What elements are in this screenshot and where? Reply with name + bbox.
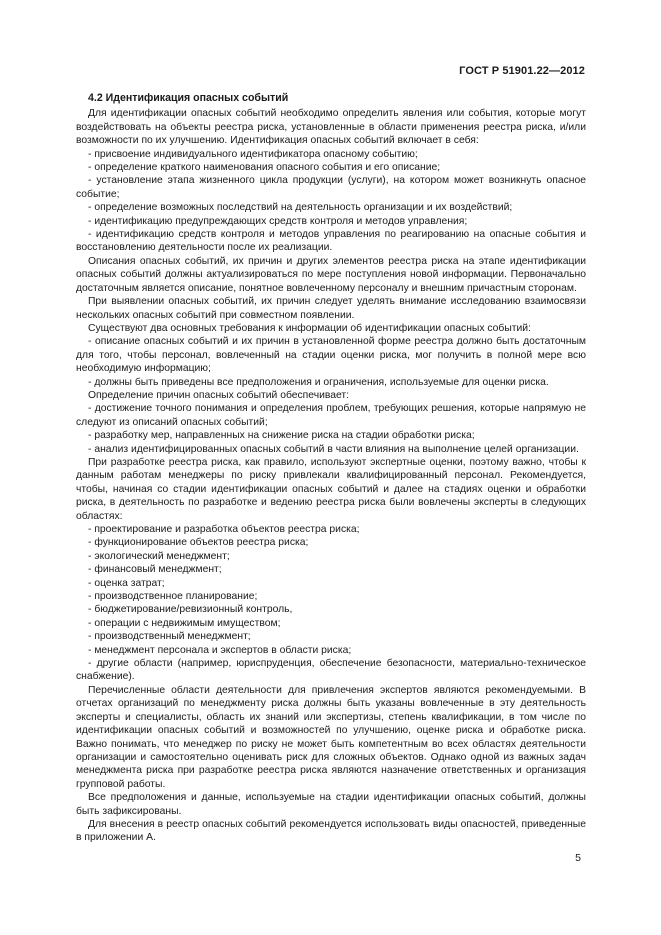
list-item: - операции с недвижимым имуществом; [88, 617, 281, 629]
list-item: - определение возможных последствий на деятельность организации и их воздействий; [88, 202, 513, 214]
list-item: - достижение точного понимания и определения проблем, требующих решения, которые напрямую не следуют из описаний опасных событий; [76, 403, 586, 428]
list-item: - экологический менеджмент; [88, 550, 230, 562]
paragraph-interrelation: При выявлении опасных событий, их причин следует уделять внимание исследованию взаимосвязи нескольких опасных событий при совместном появлении. [76, 296, 586, 321]
paragraph-annex-reference: Для внесения в реестр опасных событий рекомендуется использовать виды опасностей, приведенные в приложении А. [76, 818, 586, 844]
list-item: - производственный менеджмент; [88, 631, 251, 643]
list-item: - функционирование объектов реестра риска; [88, 537, 309, 549]
paragraph-descriptions: Описания опасных событий, их причин и других элементов реестра риска на этапе идентификации опасных событий должны актуализироваться по мере поступления новой информации. Первоначально достаточным является описание, понятное вовлеченному персоналу и внешним причастным сторонам. [76, 255, 586, 294]
page-number: 5 [575, 852, 581, 864]
list-item: - идентификацию средств контроля и методов управления по реагированию на опасные события и восстановлению деятельности после их реализации. [76, 229, 586, 254]
list-item: - менеджмент персонала и экспертов в области риска; [88, 644, 352, 656]
list-item: - другие области (например, юриспруденция, обеспечение безопасности, материально-техническое снабжение). [76, 658, 586, 683]
list-item: - разработку мер, направленных на снижение риска на стадии обработки риска; [88, 430, 475, 442]
paragraph-assumptions: Все предположения и данные, используемые на стадии идентификации опасных событий, должны быть зафиксированы. [76, 792, 586, 817]
paragraph-experts: При разработке реестра риска, как правило, используют экспертные оценки, поэтому важно, чтобы к данным работам менеджеры по риску привлекали квалифицированный персонал. Рекомендуется, чтобы, начиная со стадии идентификации опасных событий и далее на стадиях оценки и обработки риска, в деятельность по разработке и ведению реестра риска были вовлечены эксперты в следующих областях: [76, 456, 586, 522]
list-item: - определение краткого наименования опасного события и его описание; [88, 162, 441, 174]
paragraph-intro: Для идентификации опасных событий необходимо определить явления или события, которые могут воздействовать на объекты реестра риска, установленные в области применения реестра риска, и/или возможности по их улучшению. Идентификация опасных событий включает в себя: [76, 108, 586, 147]
list-item: - описание опасных событий и их причин в установленной форме реестра должно быть достаточным для того, чтобы персонал, вовлеченный на стадии оценки риска, мог получить в полной мере всю необходимую информацию; [76, 336, 586, 375]
list-item: - идентификацию предупреждающих средств контроля и методов управления; [88, 215, 468, 227]
list-item: - производственное планирование; [88, 591, 258, 603]
list-item: - бюджетирование/ревизионный контроль, [88, 604, 293, 616]
section-heading: 4.2 Идентификация опасных событий [88, 92, 289, 104]
list-item: - оценка затрат; [88, 577, 165, 589]
list-item: - финансовый менеджмент; [88, 564, 222, 576]
page-content [76, 92, 586, 845]
paragraph-recommended-areas: Перечисленные области деятельности для привлечения экспертов являются рекомендуемыми. В отчетах организаций по менеджменту риска должны быть указаны вовлеченные в эту деятельность эксперты и специалисты, область их знаний или экспертизы, степень квалификации, в том числе по идентификации опасных событий и возможностей по улучшению, оценке риска и обработке риска. Важно понимать, что менеджер по риску не может быть компетентным во всех областях деятельности организации и самостоятельно оценивать риск для сложных объектов. Однако одной из важных задач менеджмента риска при разработке реестра риска являются назначение ответственных и организация групповой работы. [76, 684, 586, 790]
list-item: - проектирование и разработка объектов реестра риска; [88, 524, 360, 535]
document-code: ГОСТ Р 51901.22—2012 [459, 65, 585, 77]
list-item: - анализ идентифицированных опасных событий в части влияния на выполнение целей организации. [88, 443, 579, 455]
list-item: - присвоение индивидуального идентификатора опасному событию; [88, 148, 418, 160]
list-item: - установление этапа жизненного цикла продукции (услуги), на котором может возникнуть опасное событие; [76, 175, 586, 200]
paragraph-requirements: Существуют два основных требования к информации об идентификации опасных событий: [88, 322, 531, 334]
paragraph-causes: Определение причин опасных событий обеспечивает: [88, 389, 350, 401]
list-item: - должны быть приведены все предположения и ограничения, используемые для оценки риска. [88, 376, 549, 388]
